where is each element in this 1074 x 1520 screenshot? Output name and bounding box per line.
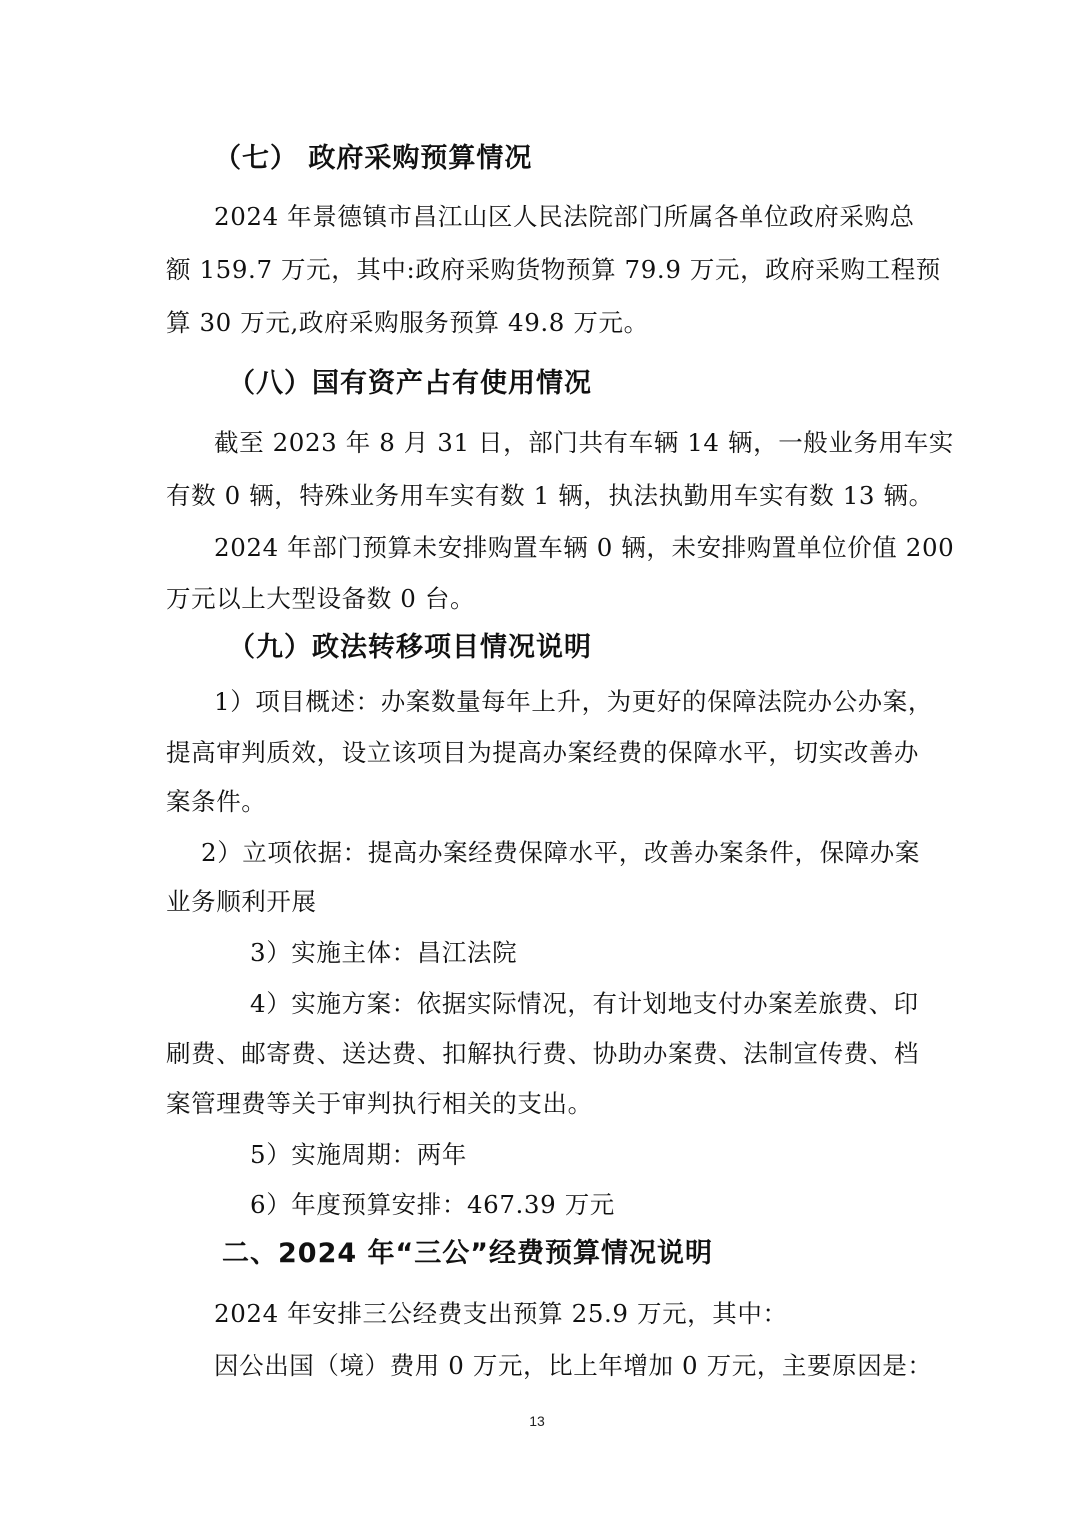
paragraph-line: 算 30 万元,政府采购服务预算 49.8 万元。 — [166, 308, 649, 337]
paragraph-line: 2024 年景德镇市昌江山区人民法院部门所属各单位政府采购总 — [214, 202, 915, 231]
list-item-line: 4）实施方案：依据实际情况，有计划地支付办案差旅费、印 — [250, 989, 919, 1018]
list-item-line: 业务顺利开展 — [166, 887, 317, 916]
list-item-line: 案管理费等关于审判执行相关的支出。 — [166, 1089, 593, 1118]
section-heading-two: 二、2024 年“三公”经费预算情况说明 — [222, 1238, 714, 1269]
paragraph-line: 因公出国（境）费用 0 万元，比上年增加 0 万元，主要原因是： — [214, 1351, 933, 1380]
section-heading-8: （八）国有资产占有使用情况 — [228, 368, 592, 399]
paragraph-line: 2024 年部门预算未安排购置车辆 0 辆，未安排购置单位价值 200 — [214, 533, 955, 562]
page-number: 13 — [529, 1413, 545, 1429]
list-item-line: 3）实施主体：昌江法院 — [250, 938, 518, 967]
list-item-line: 6）年度预算安排：467.39 万元 — [250, 1190, 615, 1219]
list-item-line: 2）立项依据：提高办案经费保障水平，改善办案条件，保障办案 — [201, 838, 920, 867]
paragraph-line: 万元以上大型设备数 0 台。 — [166, 584, 476, 613]
list-item-line: 提高审判质效，设立该项目为提高办案经费的保障水平，切实改善办 — [166, 738, 919, 767]
section-heading-7: （七） 政府采购预算情况 — [214, 143, 533, 174]
paragraph-line: 额 159.7 万元，其中:政府采购货物预算 79.9 万元，政府采购工程预 — [166, 255, 941, 284]
list-item-line: 刷费、邮寄费、送达费、扣解执行费、协助办案费、法制宣传费、档 — [166, 1039, 919, 1068]
list-item-line: 1）项目概述：办案数量每年上升，为更好的保障法院办公办案， — [214, 687, 933, 716]
list-item-line: 5）实施周期：两年 — [250, 1140, 467, 1169]
list-item-line: 案条件。 — [166, 787, 267, 816]
paragraph-line: 有数 0 辆，特殊业务用车实有数 1 辆，执法执勤用车实有数 13 辆。 — [166, 481, 934, 510]
section-heading-9: （九）政法转移项目情况说明 — [228, 632, 592, 663]
paragraph-line: 截至 2023 年 8 月 31 日，部门共有车辆 14 辆，一般业务用车实 — [214, 428, 954, 457]
paragraph-line: 2024 年安排三公经费支出预算 25.9 万元，其中： — [214, 1299, 788, 1328]
